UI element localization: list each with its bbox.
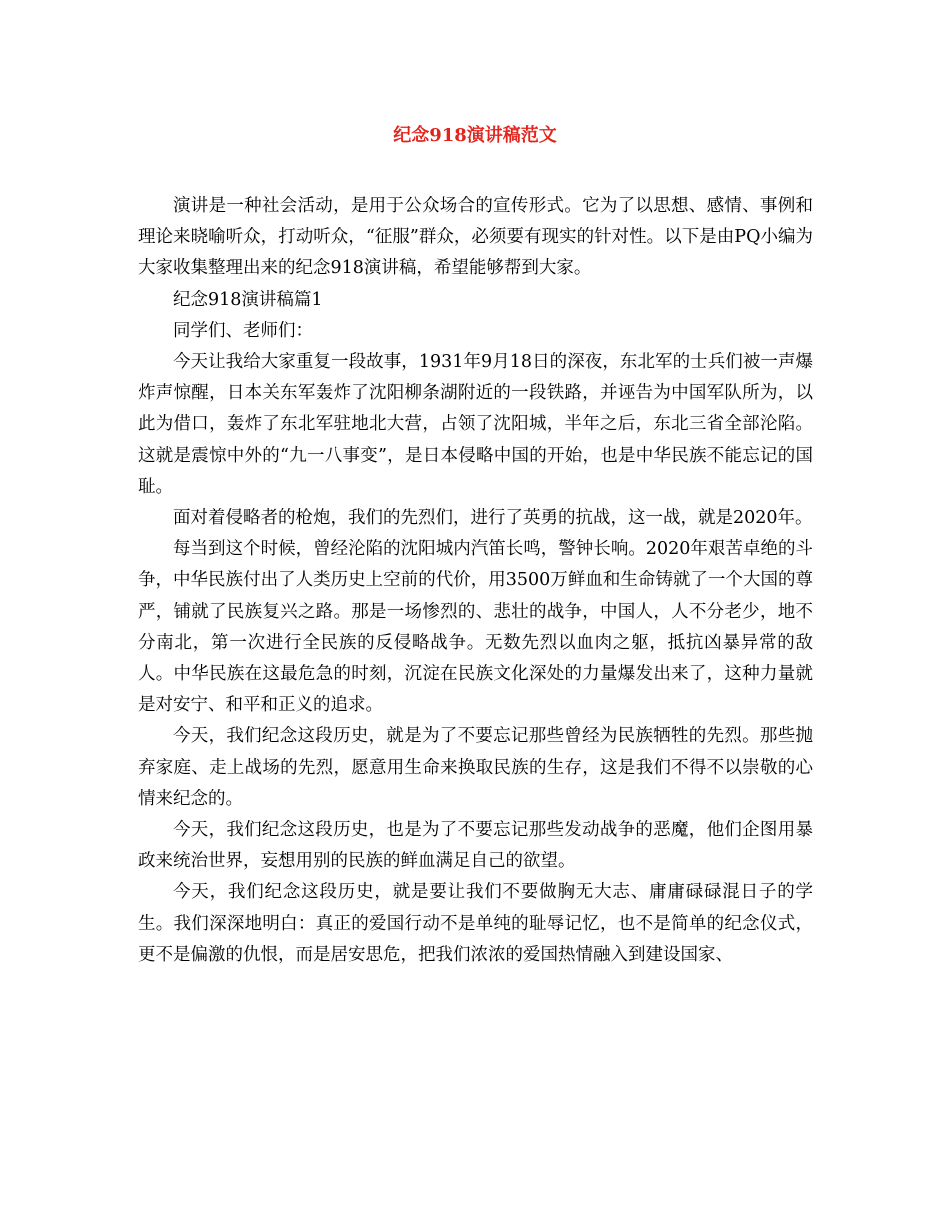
intro-paragraph: 演讲是一种社会活动，是用于公众场合的宣传形式。它为了以思想、感情、事例和理论来晓喻听众，打动听众，“征服”群众，必须要有现实的针对性。以下是由PQ小编为大家收集整理出来的纪念918演讲稿，希望能够帮到大家。 <box>138 196 813 279</box>
body-paragraph: 今天让我给大家重复一段故事，1931年9月18日的深夜，东北军的士兵们被一声爆炸声惊醒，日本关东军轰炸了沈阳柳条湖附近的一段铁路，并诬告为中国军队所为，以此为借口，轰炸了东北军驻地北大营，占领了沈阳城，半年之后，东北三省全部沦陷。这就是震惊中外的“九一八事变”，是日本侵略中国的开始，也是中华民族不能忘记的国耻。 <box>138 352 813 497</box>
body-paragraph: 今天，我们纪念这段历史，也是为了不要忘记那些发动战争的恶魔，他们企图用暴政来统治世界，妄想用别的民族的鲜血满足自己的欲望。 <box>138 820 813 872</box>
body-paragraph: 今天，我们纪念这段历史，就是要让我们不要做胸无大志、庸庸碌碌混日子的学生。我们深深地明白：真正的爱国行动不是单纯的耻辱记忆，也不是简单的纪念仪式，更不是偏激的仇恨，而是居安思危，把我们浓浓的爱国热情融入到建设国家、 <box>138 882 813 965</box>
document-title: 纪念918演讲稿范文 <box>393 125 557 146</box>
document-body <box>138 191 813 971</box>
section-heading: 纪念918演讲稿篇1 <box>173 289 323 310</box>
body-paragraph: 每当到这个时候，曾经沦陷的沈阳城内汽笛长鸣，警钟长响。2020年艰苦卓绝的斗争，中华民族付出了人类历史上空前的代价，用3500万鲜血和生命铸就了一个大国的尊严，铺就了民族复兴之路。那是一场惨烈的、悲壮的战争，中国人，人不分老少，地不分南北，第一次进行全民族的反侵略战争。无数先烈以血肉之躯，抵抗凶暴异常的敌人。中华民族在这最危急的时刻，沉淀在民族文化深处的力量爆发出来了，这种力量就是对安宁、和平和正义的追求。 <box>138 539 813 716</box>
salutation: 同学们、老师们： <box>173 320 313 341</box>
body-paragraph: 面对着侵略者的枪炮，我们的先烈们，进行了英勇的抗战，这一战，就是2020年。 <box>173 508 813 529</box>
body-paragraph: 今天，我们纪念这段历史，就是为了不要忘记那些曾经为民族牺牲的先烈。那些抛弃家庭、走上战场的先烈，愿意用生命来换取民族的生存，这是我们不得不以崇敬的心情来纪念的。 <box>138 726 813 809</box>
